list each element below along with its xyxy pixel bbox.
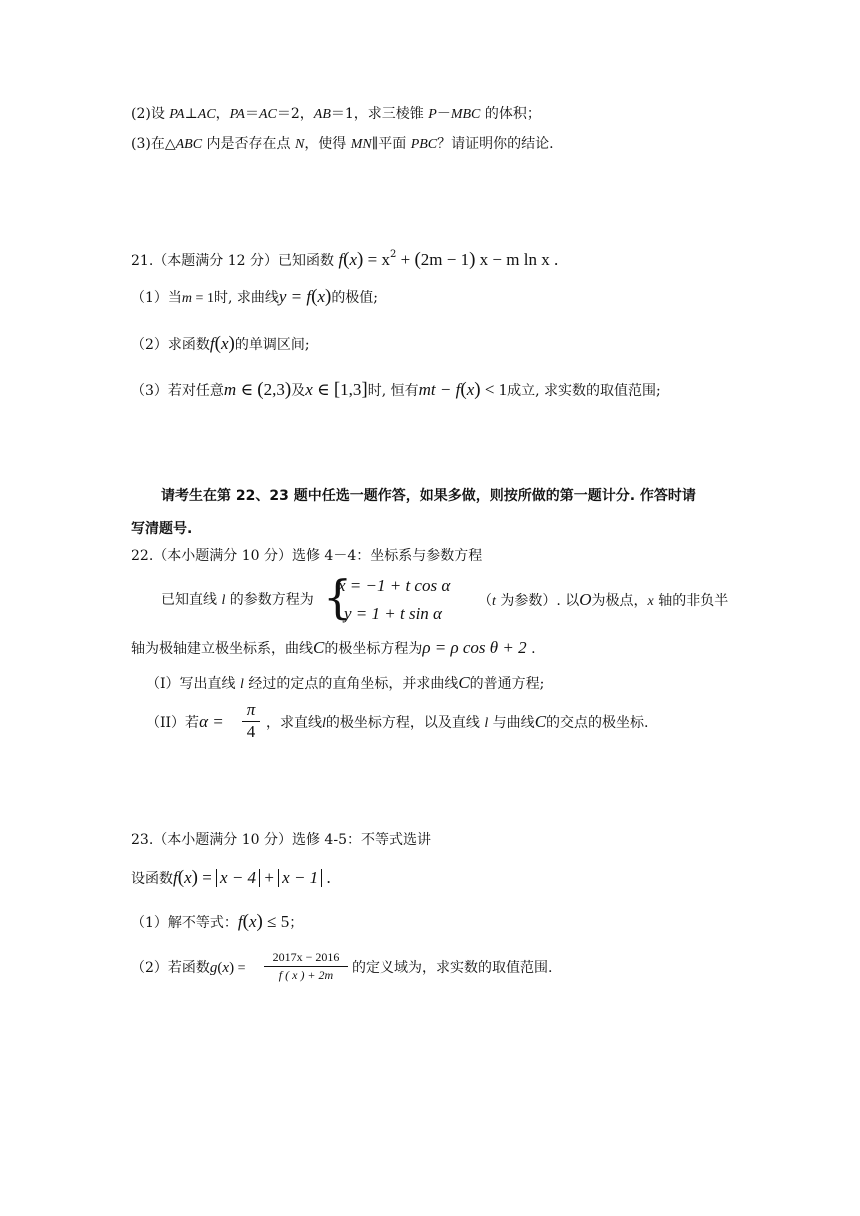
math: 2,3: [263, 380, 285, 399]
text: MBC: [450, 107, 481, 122]
text: 内是否存在点: [202, 136, 295, 152]
param-eq-x: x = −1 + t cos α: [338, 576, 451, 595]
math: y = f: [278, 287, 312, 306]
text: 为极点，: [591, 593, 648, 609]
math: l: [239, 677, 244, 692]
text: 经过的定点的直角坐标，并求曲线: [243, 676, 459, 692]
text: 时, 求曲线: [213, 290, 279, 306]
q21-heading: 21.（本题满分 12 分）已知函数 $f(x) = x^2 + (2m - 1) x - m$ ln x .: [131, 249, 559, 270]
text: （1）解不等式：: [131, 915, 238, 931]
text: 与曲线: [488, 715, 535, 731]
fraction-numerator: 2017x − 2016: [272, 950, 340, 964]
math: ≤ 5: [262, 912, 290, 931]
math: .: [322, 868, 331, 887]
instruction-notice-line2: 写清题号.: [131, 521, 193, 537]
math: 2m − 1: [420, 250, 470, 269]
q23-sub2-b: 的定义域为，求实数的取值范围.: [352, 960, 553, 976]
pi-numerator: π: [246, 700, 256, 719]
text: 及: [291, 383, 306, 399]
text: 轴为极轴建立极坐标系，曲线: [131, 641, 313, 657]
math: x − 1: [278, 869, 322, 887]
q21-sub1: （1）当m = 1时, 求曲线y = f(x)的极值;: [131, 286, 379, 307]
text: .: [526, 641, 536, 657]
text: ？请证明你的结论.: [437, 136, 554, 152]
text: 21.（本题满分 12 分）已知函数: [131, 253, 334, 269]
math: x: [220, 334, 229, 353]
math: x: [184, 868, 192, 887]
math: m: [181, 291, 193, 306]
text: 的参数方程为: [225, 592, 314, 608]
math: C: [313, 638, 325, 657]
fraction-denominator: f ( x ) + 2m: [278, 968, 334, 982]
text: 为参数）. 以: [495, 593, 580, 609]
text: （2）求函数: [131, 337, 210, 353]
math: 2: [389, 249, 397, 260]
q21-sub2: （2）求函数f(x)的单调区间;: [131, 333, 310, 354]
math: g: [209, 960, 218, 976]
text: （I）写出直线: [146, 676, 240, 692]
math: = 1: [192, 291, 214, 306]
text: （3）若对任意: [131, 383, 224, 399]
q20-part2: [131, 104, 541, 125]
text: （1）当: [131, 290, 182, 306]
math: x − m ln x .: [475, 250, 559, 269]
math: =: [234, 961, 246, 976]
q22-intro-c: [131, 638, 536, 659]
q20-part3: [131, 134, 554, 155]
text: ；: [289, 915, 304, 931]
text: 的极值;: [331, 290, 379, 306]
left-brace: {: [323, 570, 353, 624]
math: f: [338, 250, 344, 269]
math: l: [221, 593, 226, 608]
math: =: [197, 868, 217, 887]
math: α =: [199, 712, 224, 731]
text: （: [478, 593, 492, 609]
math: x: [317, 287, 325, 306]
text: 时, 恒有: [367, 383, 419, 399]
math: f: [237, 912, 243, 931]
math: C: [534, 712, 547, 731]
q22-intro-a: [161, 590, 314, 611]
text: PA: [229, 107, 245, 122]
text: 轴的非负半: [653, 593, 729, 609]
q23-sub2-a: （2）若函数g(x) =: [131, 960, 246, 976]
text: ＝2，: [276, 106, 314, 122]
math: m ∈: [223, 380, 258, 399]
math: x ∈: [305, 380, 334, 399]
math: x: [349, 250, 358, 269]
text: 已知直线: [161, 592, 222, 608]
math: = x: [363, 250, 390, 269]
q22-part1: [146, 673, 544, 695]
text: ，: [215, 106, 230, 122]
math: mt − f: [418, 380, 461, 399]
math: f: [209, 334, 215, 353]
q22-part2-b: [266, 712, 648, 734]
text: AB: [313, 107, 331, 122]
math: x: [248, 912, 257, 931]
fraction-bar: [264, 966, 348, 967]
text: ，使得: [304, 136, 351, 152]
text: 的极坐标方程，以及直线: [325, 715, 485, 731]
text: 成立, 求实数的取值范围;: [507, 383, 661, 399]
q23-definition: 设函数f(x) = x − 4 + x − 1 .: [131, 867, 331, 888]
q21-sub3: （3）若对任意m ∈ (2,3)及x ∈ [1,3]时, 恒有mt − f(x) < 1成立, 求实数的取值范围;: [131, 379, 661, 400]
text: ＝1，求三棱锥: [330, 106, 429, 122]
math: l: [322, 716, 326, 731]
text: (2)设: [131, 106, 170, 122]
text: （2）若函数: [131, 960, 210, 976]
math: < 1: [480, 380, 508, 399]
q22-part2-a: [146, 712, 224, 733]
text: ，求直线: [266, 715, 322, 731]
math: +: [260, 868, 279, 887]
text: 的交点的极坐标.: [546, 715, 649, 731]
text: (3)在△: [131, 136, 176, 152]
text: P: [428, 107, 437, 122]
math: +: [396, 250, 415, 269]
math: f: [173, 868, 178, 887]
text: ABC: [175, 137, 203, 152]
text: ＝: [244, 106, 259, 122]
q22-heading: 22.（本小题满分 10 分）选修 4－4：坐标系与参数方程: [131, 548, 483, 564]
math: ρ = ρ cos θ + 2: [422, 638, 527, 657]
math: C: [458, 673, 470, 692]
text: 设函数: [131, 871, 173, 887]
text: 的普通方程;: [469, 676, 545, 692]
math: l: [484, 716, 489, 731]
text: ∥平面: [371, 136, 411, 152]
math: O: [579, 590, 592, 609]
q23-heading: 23.（本小题满分 10 分）选修 4-5：不等式选讲: [131, 832, 431, 848]
math: x: [466, 380, 475, 399]
math: x − 4: [216, 869, 260, 887]
q22-intro-b: [478, 590, 728, 612]
text: 的极坐标方程为: [324, 641, 423, 657]
text: （II）若: [146, 715, 200, 731]
param-eq-y: y = 1 + t sin α: [344, 604, 442, 623]
text: AC: [258, 107, 277, 122]
text: －: [436, 106, 451, 122]
text: PA: [169, 107, 185, 122]
text: ⊥: [184, 106, 198, 122]
q23-sub1: （1）解不等式：f(x) ≤ 5；: [131, 911, 304, 932]
four-denominator: 4: [246, 722, 256, 741]
math: x: [222, 960, 230, 976]
text: AC: [197, 107, 216, 122]
text: N: [294, 137, 305, 152]
math: x: [647, 594, 654, 609]
text: MN: [350, 137, 372, 152]
math: 1,3: [340, 380, 362, 399]
text: PBC: [410, 137, 438, 152]
text: 的单调区间;: [234, 337, 310, 353]
math: t: [492, 594, 496, 609]
instruction-notice-line1: 请考生在第 22、23 题中任选一题作答，如果多做，则按所做的第一题计分. 作答时请: [161, 488, 696, 504]
text: 的体积；: [480, 106, 541, 122]
